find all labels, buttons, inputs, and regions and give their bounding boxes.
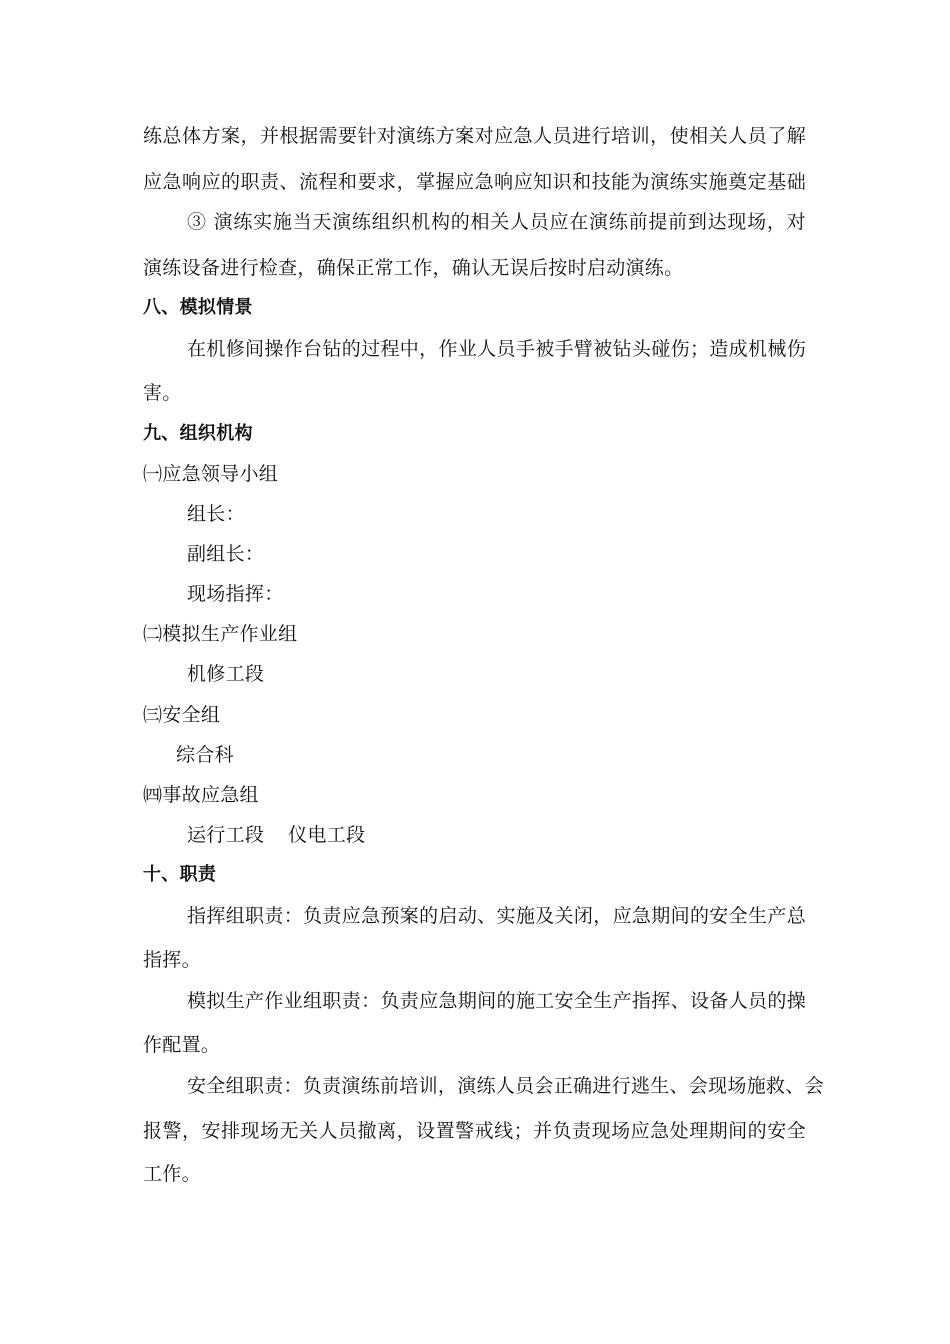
paragraph-line: 模拟生产作业组职责：负责应急期间的施工安全生产指挥、设备人员的操 (187, 990, 806, 1012)
paragraph-line: 在机修间操作台钻的过程中，作业人员手被手臂被钻头碰伤；造成机械伤 (187, 338, 806, 360)
paragraph-line: 应急响应的职责、流程和要求，掌握应急响应知识和技能为演练实施奠定基础 (143, 171, 806, 193)
section-heading-9: 九、组织机构 (143, 423, 253, 444)
subsection-heading: ㈣事故应急组 (143, 784, 259, 806)
list-item (187, 823, 365, 847)
list-item: 机修工段 (187, 663, 265, 685)
list-item: 综合科 (176, 744, 234, 766)
section-heading-10: 十、职责 (143, 864, 217, 885)
list-item-text: 仪电工段 (288, 824, 366, 846)
subsection-heading: ㈢安全组 (143, 704, 221, 726)
paragraph-line: 练总体方案，并根据需要针对演练方案对应急人员进行培训，使相关人员了解 (143, 125, 806, 147)
paragraph-line: 指挥组职责：负责应急预案的启动、实施及关闭，应急期间的安全生产总 (187, 905, 806, 927)
paragraph-line: 害。 (143, 382, 182, 404)
paragraph-line: 指挥。 (143, 949, 201, 971)
subsection-heading: ㈡模拟生产作业组 (143, 623, 298, 645)
section-heading-8: 八、模拟情景 (143, 297, 253, 318)
paragraph-line: 安全组职责：负责演练前培训，演练人员会正确进行逃生、会现场施救、会 (187, 1075, 824, 1097)
list-item: 现场指挥： (187, 583, 284, 605)
paragraph-line: 作配置。 (143, 1034, 221, 1056)
subsection-heading: ㈠应急领导小组 (143, 463, 279, 485)
paragraph-line: 演练设备进行检查，确保正常工作，确认无误后按时启动演练。 (143, 257, 684, 279)
list-item: 组长： (187, 503, 245, 525)
paragraph-line: 报警，安排现场无关人员撤离，设置警戒线；并负责现场应急处理期间的安全 (143, 1120, 806, 1142)
paragraph-line: ③ 演练实施当天演练组织机构的相关人员应在演练前提前到达现场，对 (187, 211, 806, 233)
paragraph-line: 工作。 (143, 1163, 201, 1185)
list-item: 副组长： (187, 543, 265, 565)
list-item-text: 运行工段 (187, 824, 265, 846)
